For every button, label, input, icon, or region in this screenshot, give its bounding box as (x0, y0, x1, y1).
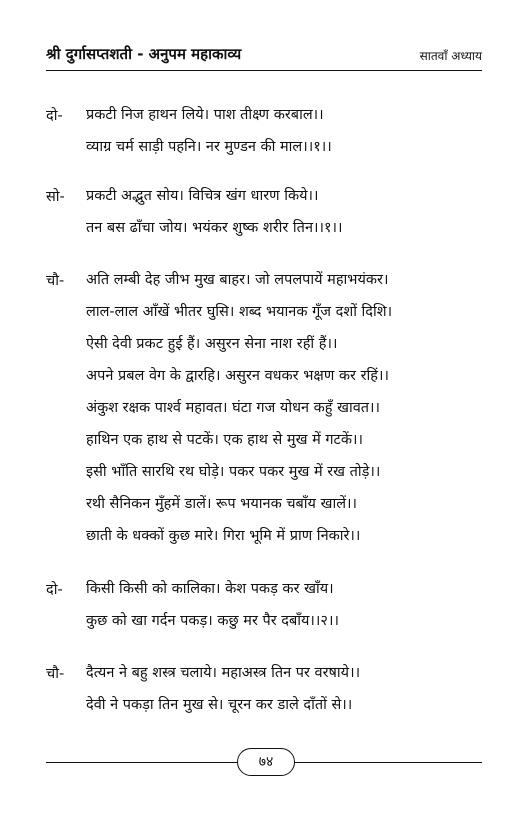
page-header (46, 40, 482, 70)
verse-line: दैत्यन ने बहु शस्त्र चलाये। महाअस्त्र तिन पर वरषाये।। (86, 665, 361, 681)
verse-line: व्याग्र चर्म साड़ी पहनि। नर मुण्डन की माल।।१।। (86, 139, 332, 155)
verse-lines (86, 270, 486, 558)
footer-divider-left (46, 762, 240, 763)
verse-line: अपने प्रबल वेग के द्वारहि। असुरन वधकर भक्षण कर रहिं।। (86, 368, 389, 384)
verse-line: कुछ को खा गर्दन पकड़। कछु मर पैर दबाँय।।२।। (86, 613, 339, 629)
verse-line: लाल-लाल आँखें भीतर घुसि। शब्द भयानक गूँज दशों दिशि। (86, 304, 393, 320)
verse-lines (86, 105, 486, 169)
verse-line: प्रकटी अद्भुत सोय। विचित्र खंग धारण किये।। (86, 188, 319, 204)
verse-line: तन बस ढाँचा जोय। भयंकर शुष्क शरीर तिन।।१।। (86, 220, 343, 236)
verse-line: अति लम्बी देह जीभ मुख बाहर। जो लपलपायें महाभयंकर। (86, 272, 389, 288)
header-divider (46, 70, 482, 71)
verse-line: रथी सैनिकन मुँहमें डालें। रूप भयानक चबाँय खालें।। (86, 496, 358, 512)
verse-line: इसी भाँति सारथि रथ घोड़े। पकर पकर मुख में रख तोड़े।। (86, 464, 381, 480)
verse-line: हाथिन एक हाथ से पटकें। एक हाथ से मुख में गटकें।। (86, 432, 363, 448)
page-number: ७४ (237, 748, 295, 776)
verse-line: छाती के धक्कों कुछ मारे। गिरा भूमि में प्राण निकारे।। (86, 528, 361, 544)
verse-lines (86, 663, 486, 727)
stanza-marker: चौ- (46, 666, 65, 682)
verse-line: देवी ने पकड़ा तिन मुख से। चूरन कर डाले दाँतों से।। (86, 697, 353, 713)
verse-lines (86, 186, 486, 250)
footer-divider-right (290, 762, 482, 763)
verse-lines (86, 579, 486, 643)
stanza-marker: चौ- (46, 273, 65, 289)
verse-line: ऐसी देवी प्रकट हुई हैं। असुरन सेना नाश रहीं हैं।। (86, 336, 338, 352)
verse-line: किसी किसी को कालिका। केश पकड़ कर खाँय। (86, 581, 334, 597)
book-title: श्री दुर्गासप्तशती - अनुपम महाकाव्य (46, 45, 242, 63)
stanza-marker: दो- (46, 108, 63, 124)
chapter-title: सातवाँ अध्याय (419, 49, 482, 63)
verse-line: अंकुश रक्षक पार्श्व महावत। घंटा गज योधन कहुँ खावत।। (86, 400, 381, 416)
stanza-marker: दो- (46, 582, 63, 598)
verse-line: प्रकटी निज हाथन लिये। पाश तीक्ष्ण करबाल।। (86, 107, 324, 123)
stanza-marker: सो- (46, 189, 65, 205)
